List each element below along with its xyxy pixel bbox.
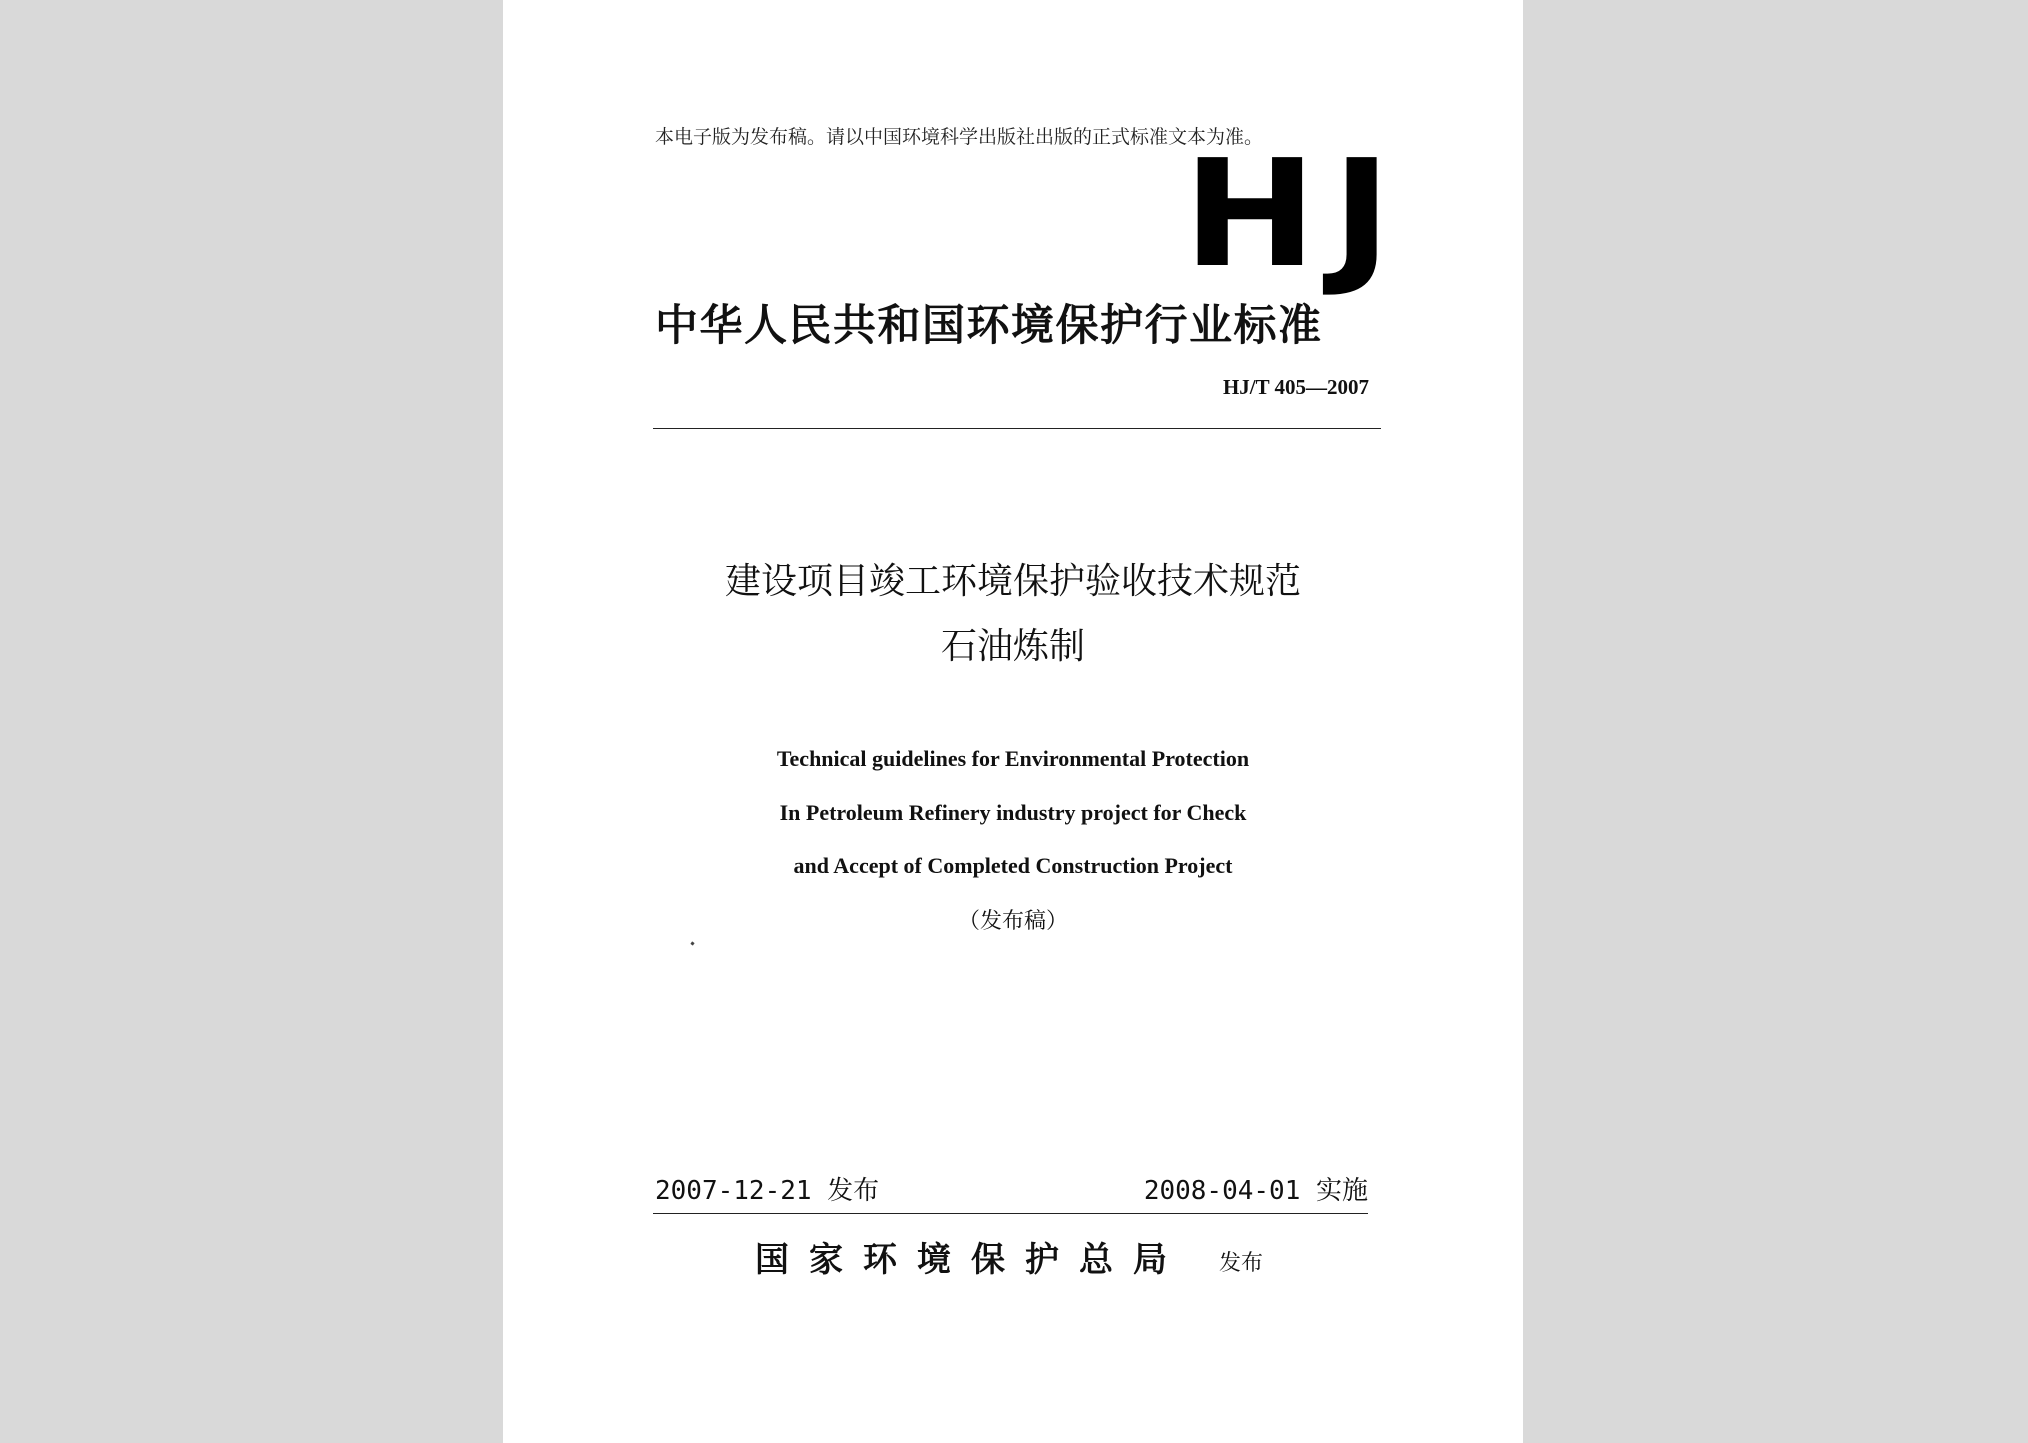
document-page [503, 0, 1523, 1443]
chinese-title-line-1: 建设项目竣工环境保护验收技术规范 [724, 561, 1301, 602]
industry-standard-title: 中华人民共和国环境保护行业标准 [655, 301, 1323, 351]
header-divider [653, 428, 1381, 429]
scan-speck [690, 941, 694, 945]
standard-code: HJ/T 405—2007 [1222, 375, 1369, 399]
publish-label: 发布 [1219, 1251, 1264, 1276]
draft-status: （发布稿） [957, 909, 1068, 934]
english-title-line-2: In Petroleum Refinery industry project for Check [779, 800, 1247, 825]
publisher-name: 国家环境保护总局 [755, 1240, 1187, 1280]
release-notice: 本电子版为发布稿。请以中国环境科学出版社出版的正式标准文本为准。 [655, 126, 1264, 148]
english-title-line-3: and Accept of Completed Construction Project [793, 853, 1233, 878]
footer-divider [653, 1213, 1368, 1214]
issue-date: 2007-12-21 发布 [655, 1176, 880, 1206]
effective-date: 2008-04-01 实施 [1143, 1176, 1368, 1206]
hj-logo: HJ [1183, 128, 1407, 300]
chinese-title-line-2: 石油炼制 [940, 626, 1085, 667]
english-title-line-1: Technical guidelines for Environmental Protection [776, 746, 1250, 771]
